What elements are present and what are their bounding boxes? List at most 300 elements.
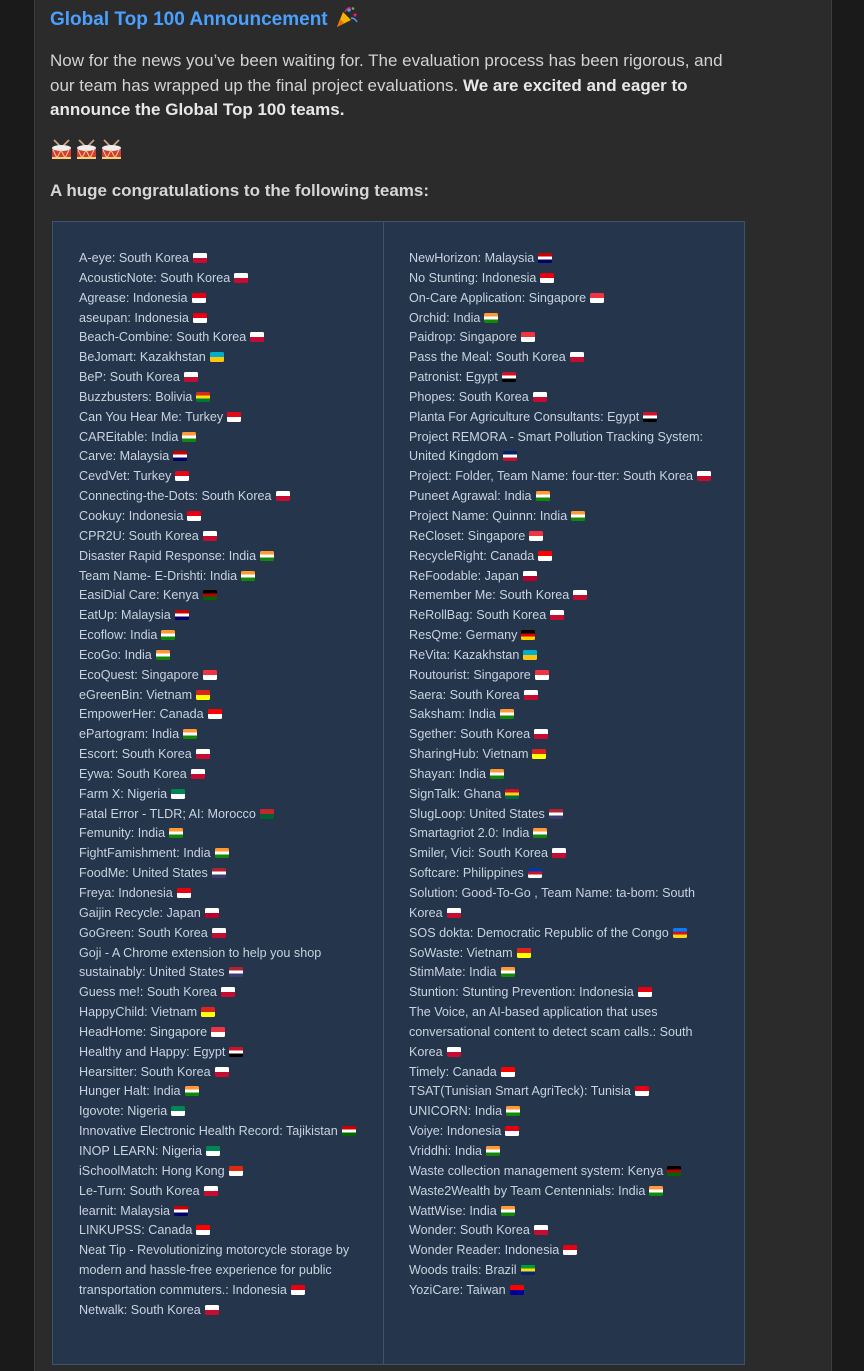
team-list-item <box>79 666 371 686</box>
team-name: Farm X: Nigeria <box>79 786 168 801</box>
team-name: Cookuy: Indonesia <box>79 508 184 523</box>
intro-bold-text: We are excited and eager to announce the Global Top 100 teams. <box>50 75 688 119</box>
team-name: eGreenBin: Vietnam <box>79 687 193 702</box>
team-name: Saksham: India <box>409 707 496 722</box>
flag-sg-icon <box>590 293 604 303</box>
team-list-item <box>79 467 371 487</box>
flag-tw-icon <box>510 1285 524 1295</box>
flag-sg-icon <box>203 670 217 680</box>
team-list-item <box>409 765 727 785</box>
column-divider <box>383 222 384 1364</box>
flag-id-icon <box>505 1126 519 1136</box>
team-list-item <box>409 487 727 507</box>
team-name: Beach-Combine: South Korea <box>79 330 247 345</box>
team-list-item <box>79 1301 371 1321</box>
intro-text: Now for the news you’ve been waiting for. The evaluation process has been rigorous, and our team has wrapped up the final project evaluations. <box>50 51 723 95</box>
flag-my-icon <box>538 253 552 263</box>
team-list-item <box>79 487 371 507</box>
team-name: Guess me!: South Korea <box>79 985 217 1000</box>
team-list-item <box>409 309 727 329</box>
intro-paragraph <box>50 49 750 123</box>
flag-sg-icon <box>211 1027 225 1037</box>
flag-id-icon <box>177 888 191 898</box>
team-list-item <box>79 1082 371 1102</box>
team-list-item <box>409 1003 727 1063</box>
team-list-item <box>409 467 727 487</box>
flag-kr-icon <box>193 253 207 263</box>
team-name: Team Name- E-Drishti: India <box>79 568 238 583</box>
flag-us-icon <box>212 868 226 878</box>
team-name: GoGreen: South Korea <box>79 925 208 940</box>
team-name: Orchid: India <box>409 310 481 325</box>
flag-ph-icon <box>528 868 542 878</box>
flag-us-icon <box>549 809 563 819</box>
team-list-item <box>79 408 371 428</box>
flag-gb-icon <box>503 451 517 461</box>
team-list-item <box>409 1162 727 1182</box>
team-list-item <box>409 348 727 368</box>
team-name: Voiye: Indonesia <box>409 1124 502 1139</box>
flag-my-icon <box>173 451 187 461</box>
team-name: ReFoodable: Japan <box>409 568 519 583</box>
team-list-item <box>79 805 371 825</box>
flag-tn-icon <box>635 1086 649 1096</box>
flag-in-icon <box>536 491 550 501</box>
team-list-item <box>409 944 727 964</box>
flag-in-icon <box>169 828 183 838</box>
flag-tr-icon <box>227 412 241 422</box>
team-list-item <box>409 924 727 944</box>
team-name: Buzzbusters: Bolivia <box>79 389 193 404</box>
drum-icon <box>75 138 98 162</box>
team-name: Hunger Halt: India <box>79 1084 181 1099</box>
team-list-item <box>409 428 727 468</box>
team-name: Can You Hear Me: Turkey <box>79 409 224 424</box>
team-name: Freya: Indonesia <box>79 886 173 900</box>
team-name: BeJomart: Kazakhstan <box>79 350 206 365</box>
team-list-item <box>79 388 371 408</box>
flag-in-icon <box>183 729 197 739</box>
team-list-item <box>79 785 371 805</box>
flag-kr-icon <box>221 987 235 997</box>
flag-kr-icon <box>534 729 548 739</box>
team-name: Goji - A Chrome extension to help you shop sustainably: United States <box>79 945 322 980</box>
flag-ca-icon <box>538 551 552 561</box>
team-name: ReRollBag: South Korea <box>409 608 547 623</box>
team-list-item <box>79 1122 371 1142</box>
team-name: Remember Me: South Korea <box>409 588 570 603</box>
team-name: ResQme: Germany <box>409 628 518 643</box>
team-list-item <box>409 388 727 408</box>
team-name: BeP: South Korea <box>79 370 180 385</box>
team-name: YoziCare: Taiwan <box>409 1282 506 1297</box>
team-list-item <box>409 507 727 527</box>
drum-icon <box>100 138 123 162</box>
team-list-item <box>79 447 371 467</box>
flag-my-icon <box>174 1206 188 1216</box>
team-name: A-eye: South Korea <box>79 251 189 265</box>
flag-ma-icon <box>260 809 274 819</box>
team-name: TSAT(Tunisian Smart AgriTeck): Tunisia <box>409 1084 631 1099</box>
team-list-item <box>79 924 371 944</box>
team-list-item <box>409 606 727 626</box>
team-list-item <box>79 904 371 924</box>
flag-ca-icon <box>196 1225 210 1235</box>
flag-kr-icon <box>196 749 210 759</box>
team-list-item <box>409 1281 727 1301</box>
team-name: Woods trails: Brazil <box>409 1263 517 1278</box>
team-list-item <box>79 765 371 785</box>
team-name: RecycleRight: Canada <box>409 548 535 563</box>
team-list-item <box>409 586 727 606</box>
team-name: Wonder Reader: Indonesia <box>409 1243 560 1258</box>
team-list-item <box>79 328 371 348</box>
teams-column-left <box>79 249 371 1321</box>
team-name: Wonder: South Korea <box>409 1223 530 1238</box>
team-list-item <box>409 1082 727 1102</box>
team-list-item <box>409 269 727 289</box>
flag-in-icon <box>486 1146 500 1156</box>
team-list-item <box>79 686 371 706</box>
flag-ng-icon <box>171 789 185 799</box>
team-name: Sgether: South Korea <box>409 727 531 742</box>
team-name: SlugLoop: United States <box>409 806 545 821</box>
team-name: SignTalk: Ghana <box>409 786 502 801</box>
flag-id-icon <box>540 273 554 283</box>
team-name: EatUp: Malaysia <box>79 608 171 623</box>
team-list-item <box>79 844 371 864</box>
team-list-item <box>409 844 727 864</box>
team-list-item <box>409 1142 727 1162</box>
team-list-item <box>79 1102 371 1122</box>
flag-tr-icon <box>175 471 189 481</box>
team-name: Shayan: India <box>409 766 487 781</box>
post-title <box>50 6 359 33</box>
team-list-item <box>79 646 371 666</box>
flag-in-icon <box>161 630 175 640</box>
team-name: ReCloset: Singapore <box>409 528 526 543</box>
flag-in-icon <box>215 848 229 858</box>
flag-in-icon <box>156 650 170 660</box>
team-name: Carve: Malaysia <box>79 449 170 464</box>
flag-in-icon <box>484 313 498 323</box>
team-name: Softcare: Philippines <box>409 866 524 881</box>
team-name: EcoQuest: Singapore <box>79 667 199 682</box>
team-list-item <box>79 1023 371 1043</box>
flag-ke-icon <box>667 1166 681 1176</box>
team-list-item <box>79 626 371 646</box>
team-list-item <box>409 646 727 666</box>
team-name: ePartogram: India <box>79 727 180 742</box>
team-list-item <box>79 249 371 269</box>
team-name: learnit: Malaysia <box>79 1203 170 1218</box>
team-name: UNICORN: India <box>409 1104 503 1119</box>
flag-kr-icon <box>524 690 538 700</box>
team-name: Gaijin Recycle: Japan <box>79 905 201 920</box>
team-list-item <box>409 963 727 983</box>
team-list-item <box>409 1202 727 1222</box>
team-name: Eywa: South Korea <box>79 766 187 781</box>
team-name: Phopes: South Korea <box>409 389 529 404</box>
team-name: Saera: South Korea <box>409 687 520 702</box>
team-list-item <box>79 1063 371 1083</box>
team-name: Igovote: Nigeria <box>79 1104 168 1119</box>
flag-kr-icon <box>570 352 584 362</box>
team-name: Vriddhi: India <box>409 1143 483 1158</box>
team-list-item <box>79 884 371 904</box>
post-title-text: Global Top 100 Announcement <box>50 9 328 30</box>
flag-in-icon <box>185 1086 199 1096</box>
team-list-item <box>409 785 727 805</box>
team-name: FoodMe: United States <box>79 866 208 881</box>
team-name: Stuntion: Stunting Prevention: Indonesia <box>409 985 634 1000</box>
flag-kr-icon <box>697 471 711 481</box>
team-list-item <box>409 408 727 428</box>
team-name: Pass the Meal: South Korea <box>409 350 566 365</box>
flag-in-icon <box>501 967 515 977</box>
team-list-item <box>79 705 371 725</box>
team-list-item <box>79 309 371 329</box>
team-list-item <box>409 805 727 825</box>
team-name: Ecoflow: India <box>79 628 158 643</box>
team-name: EmpowerHer: Canada <box>79 707 204 722</box>
flag-ke-icon <box>203 590 217 600</box>
flag-kr-icon <box>533 392 547 402</box>
flag-ng-icon <box>171 1106 185 1116</box>
team-list-item <box>409 527 727 547</box>
team-name: WattWise: India <box>409 1203 497 1218</box>
team-name: SOS dokta: Democratic Republic of the Congo <box>409 925 669 940</box>
flag-tj-icon <box>342 1126 356 1136</box>
flag-gh-icon <box>505 789 519 799</box>
flag-kr-icon <box>447 1047 461 1057</box>
team-name: aseupan: Indonesia <box>79 310 189 325</box>
team-list-item <box>409 626 727 646</box>
team-list-item <box>79 586 371 606</box>
team-name: SoWaste: Vietnam <box>409 945 513 960</box>
flag-in-icon <box>649 1186 663 1196</box>
teams-table <box>52 221 745 1365</box>
flag-id-icon <box>291 1285 305 1295</box>
flag-in-icon <box>500 709 514 719</box>
team-list-item <box>409 725 727 745</box>
flag-kr-icon <box>212 928 226 938</box>
team-name: Healthy and Happy: Egypt <box>79 1044 226 1059</box>
team-name: Hearsitter: South Korea <box>79 1064 211 1079</box>
flag-id-icon <box>193 313 207 323</box>
flag-kz-icon <box>210 352 224 362</box>
team-list-item <box>409 824 727 844</box>
team-name: EcoGo: India <box>79 647 152 662</box>
team-list-item <box>79 428 371 448</box>
flag-br-icon <box>521 1265 535 1275</box>
team-name: FightFamishment: India <box>79 846 211 861</box>
flag-vn-icon <box>532 749 546 759</box>
team-list-item <box>409 686 727 706</box>
team-list-item <box>409 1102 727 1122</box>
teams-column-right <box>409 249 727 1301</box>
team-name: INOP LEARN: Nigeria <box>79 1143 202 1158</box>
team-name: No Stunting: Indonesia <box>409 270 537 285</box>
team-list-item <box>79 527 371 547</box>
flag-ca-icon <box>208 709 222 719</box>
team-list-item <box>409 666 727 686</box>
team-name: The Voice, an AI-based application that uses conversational content to detect scam calls.: South Korea <box>409 1005 693 1059</box>
team-list-item <box>79 567 371 587</box>
team-list-item <box>409 1241 727 1261</box>
team-name: SharingHub: Vietnam <box>409 747 529 762</box>
team-name: NewHorizon: Malaysia <box>409 251 535 265</box>
team-list-item <box>79 1221 371 1241</box>
team-name: Routourist: Singapore <box>409 667 531 682</box>
flag-kr-icon <box>203 531 217 541</box>
flag-ng-icon <box>206 1146 220 1156</box>
flag-kr-icon <box>534 1225 548 1235</box>
team-name: Escort: South Korea <box>79 747 192 762</box>
flag-jp-icon <box>205 908 219 918</box>
flag-in-icon <box>571 511 585 521</box>
team-list-item <box>79 725 371 745</box>
flag-kr-icon <box>205 1305 219 1315</box>
team-name: Project Name: Quinnn: India <box>409 508 568 523</box>
team-list-item <box>79 1043 371 1063</box>
flag-bo-icon <box>196 392 210 402</box>
flag-cd-icon <box>673 928 687 938</box>
team-name: On-Care Application: Singapore <box>409 290 587 305</box>
flag-id-icon <box>192 293 206 303</box>
flag-eg-icon <box>229 1047 243 1057</box>
team-list-item <box>409 745 727 765</box>
team-name: Project REMORA - Smart Pollution Tracking System: United Kingdom <box>409 429 703 464</box>
team-list-item <box>409 289 727 309</box>
flag-hk-icon <box>229 1166 243 1176</box>
flag-kr-icon <box>215 1067 229 1077</box>
team-list-item <box>79 944 371 984</box>
team-list-item <box>79 348 371 368</box>
flag-id-icon <box>187 511 201 521</box>
flag-kr-icon <box>250 332 264 342</box>
flag-de-icon <box>521 630 535 640</box>
team-name: Planta For Agriculture Consultants: Egypt <box>409 409 640 424</box>
flag-kz-icon <box>523 650 537 660</box>
team-list-item <box>409 567 727 587</box>
flag-kr-icon <box>573 590 587 600</box>
congrats-heading: A huge congratulations to the following teams: <box>50 181 430 200</box>
team-name: Netwalk: South Korea <box>79 1302 201 1317</box>
team-name: Waste2Wealth by Team Centennials: India <box>409 1183 646 1198</box>
team-list-item <box>79 547 371 567</box>
flag-id-icon <box>638 987 652 997</box>
flag-in-icon <box>260 551 274 561</box>
team-name: Timely: Canada <box>409 1064 497 1079</box>
team-name: Femunity: India <box>79 826 166 841</box>
team-list-item <box>409 547 727 567</box>
team-name: HappyChild: Vietnam <box>79 1005 198 1020</box>
team-name: Smiler, Vici: South Korea <box>409 846 549 861</box>
team-list-item <box>79 1241 371 1301</box>
team-list-item <box>79 269 371 289</box>
team-list-item <box>409 705 727 725</box>
team-name: CevdVet: Turkey <box>79 469 172 484</box>
team-name: Innovative Electronic Health Record: Tajikistan <box>79 1124 338 1139</box>
team-name: Paidrop: Singapore <box>409 330 517 345</box>
team-name: EasiDial Care: Kenya <box>79 588 199 603</box>
flag-in-icon <box>506 1106 520 1116</box>
team-list-item <box>79 1142 371 1162</box>
drum-emoji-row <box>50 138 123 164</box>
flag-kr-icon <box>204 1186 218 1196</box>
team-name: iSchoolMatch: Hong Kong <box>79 1163 225 1178</box>
team-list-item <box>79 1182 371 1202</box>
team-name: Smartagriot 2.0: India <box>409 826 530 841</box>
team-list-item <box>79 745 371 765</box>
team-list-item <box>409 864 727 884</box>
team-name: Fatal Error - TLDR; AI: Morocco <box>79 806 256 821</box>
team-list-item <box>409 1221 727 1241</box>
team-list-item <box>79 1162 371 1182</box>
team-list-item <box>79 824 371 844</box>
team-list-item <box>79 368 371 388</box>
team-name: LINKUPSS: Canada <box>79 1223 193 1238</box>
team-name: HeadHome: Singapore <box>79 1024 208 1039</box>
flag-id-icon <box>563 1245 577 1255</box>
party-popper-icon <box>335 6 359 28</box>
team-list-item <box>79 983 371 1003</box>
team-list-item <box>409 1063 727 1083</box>
team-name: Project: Folder, Team Name: four-tter: South Korea <box>409 469 693 484</box>
flag-my-icon <box>175 610 189 620</box>
flag-kr-icon <box>276 491 290 501</box>
team-list-item <box>79 507 371 527</box>
team-list-item <box>79 864 371 884</box>
flag-eg-icon <box>643 412 657 422</box>
team-list-item <box>409 1122 727 1142</box>
flag-kr-icon <box>447 908 461 918</box>
flag-kr-icon <box>191 769 205 779</box>
flag-sg-icon <box>529 531 543 541</box>
team-name: Agrease: Indonesia <box>79 290 188 305</box>
team-name: CPR2U: South Korea <box>79 528 199 543</box>
team-name: Patronist: Egypt <box>409 370 498 385</box>
flag-in-icon <box>533 828 547 838</box>
team-name: Disaster Rapid Response: India <box>79 548 257 563</box>
team-list-item <box>409 1182 727 1202</box>
team-list-item <box>79 1003 371 1023</box>
team-name: Waste collection management system: Kenya <box>409 1163 664 1178</box>
team-list-item <box>409 1261 727 1281</box>
team-name: Neat Tip - Revolutionizing motorcycle storage by modern and hassle-free experience for public transportation commuters.: Indonesia <box>79 1243 350 1297</box>
team-list-item <box>409 249 727 269</box>
team-list-item <box>409 368 727 388</box>
drum-icon <box>50 138 73 162</box>
team-name: AcousticNote: South Korea <box>79 270 231 285</box>
flag-sg-icon <box>535 670 549 680</box>
flag-kr-icon <box>234 273 248 283</box>
flag-vn-icon <box>196 690 210 700</box>
team-list-item <box>409 328 727 348</box>
flag-sg-icon <box>521 332 535 342</box>
flag-in-icon <box>501 1206 515 1216</box>
team-name: Puneet Agrawal: India <box>409 489 532 504</box>
flag-kr-icon <box>550 610 564 620</box>
flag-jp-icon <box>523 571 537 581</box>
team-name: ReVita: Kazakhstan <box>409 647 520 662</box>
team-list-item <box>79 1202 371 1222</box>
flag-in-icon <box>490 769 504 779</box>
team-name: Connecting-the-Dots: South Korea <box>79 489 272 504</box>
flag-kr-icon <box>184 372 198 382</box>
flag-us-icon <box>229 967 243 977</box>
